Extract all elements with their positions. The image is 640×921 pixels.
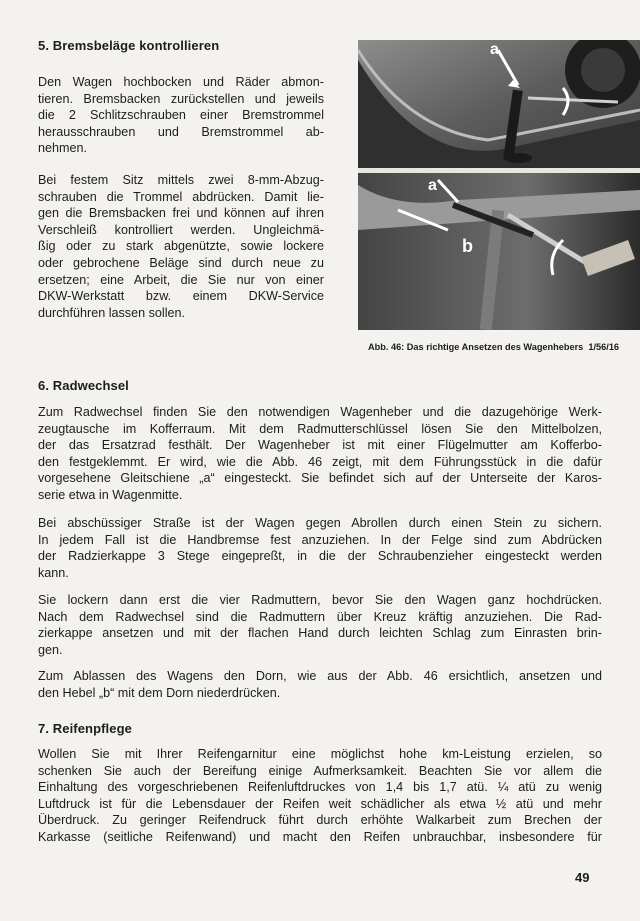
text-line: Wollen Sie mit Ihrer Reifengarnitur eine möglichst hohe km-Leistung erzielen, so [38, 747, 602, 761]
text-line: DKW-Werkstatt bzw. einem DKW-Service [38, 289, 324, 304]
section-5-heading: 5. Bremsbeläge kontrollieren [38, 38, 220, 53]
text-line: den Hebel „b“ mit dem Dorn niederdrücken. [38, 685, 281, 700]
section-6-paragraph-2 [38, 515, 602, 581]
section-6-paragraph-3 [38, 592, 602, 658]
section-6-paragraph-1 [38, 404, 602, 504]
text-line: tieren. Bremsbacken zurückstellen und jeweils [38, 91, 324, 106]
text-line: durchführen lassen sollen. [38, 305, 186, 320]
text-line: Einhaltung des vorgeschriebenen Reifenluftdruckes von 1,4 bis 1,7 atü. ¼ atü zu wenig [38, 780, 602, 795]
text-line: gen die Bremsbacken frei und können auf ihren [38, 206, 324, 221]
text-line: schenken Sie auch der Bereifung einige Aufmerksamkeit. Beachten Sie vor allem die [38, 763, 602, 778]
text-line: oder gebrochene Beläge sind durch neue zu [38, 255, 324, 270]
section-6-heading: 6. Radwechsel [38, 378, 129, 393]
jack-photo-illustration [358, 40, 640, 330]
text-line: schrauben die Trommel abdrücken. Damit lie- [38, 189, 324, 204]
text-line: Überdruck. Zu geringer Reifendruck führt durch erhöhte Walkarbeit zum Brechen der [38, 813, 602, 828]
text-line: ersetzen; eine Arbeit, die Sie nur von einer [38, 272, 324, 287]
page-number: 49 [575, 870, 590, 885]
caption-text: Abb. 46: Das richtige Ansetzen des Wagenhebers [368, 342, 584, 352]
text-line: der Radzierkappe 3 Stege eingepreßt, in die der Schraubenzieher eingesteckt werden [38, 549, 602, 564]
text-line: zeugtausche im Kofferraum. Mit dem Radmutterschlüssel lösen Sie den Mittelbolzen, [38, 421, 602, 436]
text-line: Zum Ablassen des Wagens den Dorn, wie aus der Abb. 46 ersichtlich, ansetzen und [38, 669, 602, 683]
text-line: Luftdruck ist für die Lebensdauer der Reifen weit schädlicher als etwa ½ atü und mehr [38, 796, 602, 811]
text-line: gen. [38, 642, 63, 657]
text-line: serie etwa in Wagenmitte. [38, 487, 183, 502]
text-line: In jedem Fall ist die Handbremse fest anzuziehen. In der Felge sind zum Abdrücken [38, 532, 602, 547]
text-line: Nach dem Radwechsel sind die Radmuttern über Kreuz kräftig anzuziehen. Die Rad- [38, 609, 602, 624]
text-line: die 2 Schlitzschrauben einer Bremstrommel [38, 108, 324, 123]
text-line: Zum Radwechsel finden Sie den notwendigen Wagenheber und die dazugehörige Werk- [38, 405, 602, 419]
photo-label-a-top: a [490, 41, 499, 58]
text-line: Bei abschüssiger Straße ist der Wagen gegen Abrollen durch einen Stein zu sichern. [38, 516, 602, 530]
photo-label-b: b [462, 236, 473, 256]
caption-code: 1/56/16 [588, 342, 620, 352]
text-line: zierkappe ansetzen und mit der flachen Hand durch leichten Schlag zum Einrasten brin- [38, 626, 602, 641]
text-line: vorgesehene Gleitschiene „a“ eingesteckt. Sie befindet sich auf der Unterseite der Karos- [38, 471, 602, 486]
text-line: herausschrauben und Bremstrommel ab- [38, 124, 324, 139]
text-line: ßig oder zu stark abgenützte, sowie lockere [38, 239, 324, 254]
text-line: nehmen. [38, 141, 88, 156]
text-line: kann. [38, 565, 69, 580]
section-7-heading: 7. Reifenpflege [38, 721, 132, 736]
text-line: Verschleiß kontrolliert werden. Ungleichmä- [38, 222, 324, 237]
text-line: Sie lockern dann erst die vier Radmuttern, bevor Sie den Wagen ganz hochdrücken. [38, 593, 602, 607]
section-5-paragraph-1 [38, 74, 324, 157]
photo-label-a-bottom: a [428, 177, 437, 194]
text-line: Den Wagen hochbocken und Räder abmon- [38, 75, 324, 89]
figure-caption [368, 342, 640, 352]
text-line: Karkasse (seitliche Reifenwand) und macht den Reifen unbrauchbar, insbesondere für [38, 829, 602, 844]
text-line: der das Ersatzrad festhält. Der Wagenheber ist mit einer Flügelmutter am Kofferbo- [38, 438, 602, 453]
section-6-paragraph-4 [38, 668, 602, 701]
text-line: Bei festem Sitz mittels zwei 8-mm-Abzug- [38, 173, 324, 187]
section-7-paragraph-1 [38, 746, 602, 846]
section-5-paragraph-2 [38, 172, 324, 321]
figure-46-photo [358, 40, 640, 330]
text-line: den festgeklemmt. Er wird, wie die Abb. 46 zeigt, mit dem Führungsstück in die dafür [38, 454, 602, 469]
